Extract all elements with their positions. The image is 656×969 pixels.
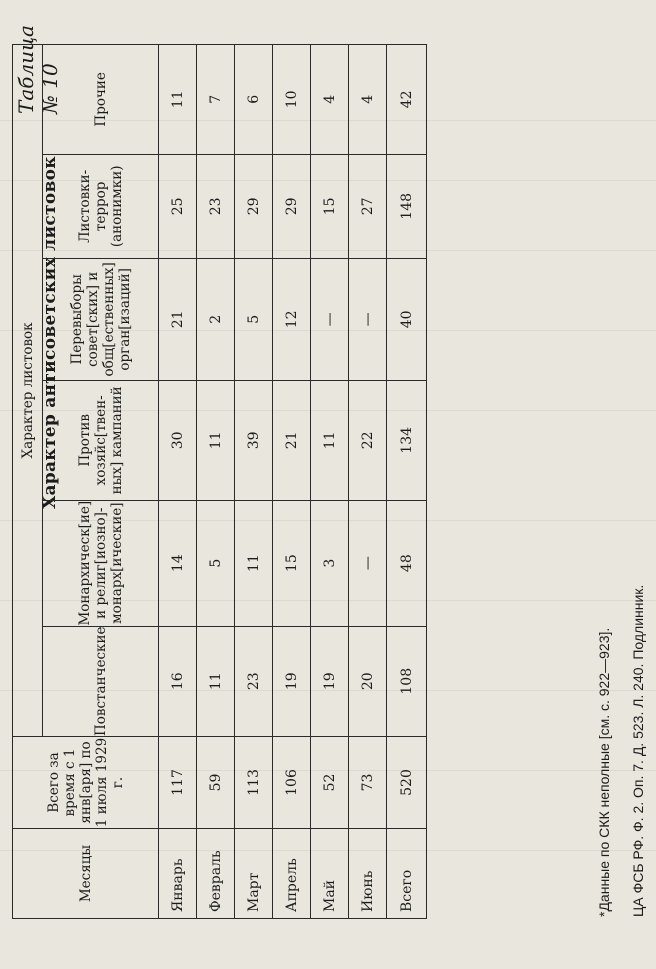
table-row [159,44,197,918]
table-row [311,44,349,918]
cell: 21 [273,380,311,500]
cell: 39 [235,380,273,500]
row-month: Февраль [197,829,235,919]
cell: 19 [311,626,349,736]
cell: 14 [159,500,197,626]
header-col-other: Прочие [43,44,159,154]
row-month: Январь [159,829,197,919]
row-total: 52 [311,737,349,829]
row-total: 106 [273,737,311,829]
cell: 15 [311,154,349,258]
cell: 5 [235,258,273,380]
leaflets-table [12,44,427,919]
cell: 30 [159,380,197,500]
cell: 4 [311,44,349,154]
header-col-monarchist: Монархическ[ие] и религ[иозно]-монарх[ические] [43,500,159,626]
row-month: Июнь [349,829,387,919]
cell: 16 [159,626,197,736]
cell: 22 [349,380,387,500]
cell: — [311,258,349,380]
cell: 148 [387,154,427,258]
source-citation: ЦА ФСБ РФ. Ф. 2. Оп. 7. Д. 523. Л. 240. Подлинник. [630,584,646,917]
cell: 11 [197,626,235,736]
row-month: Март [235,829,273,919]
cell: 27 [349,154,387,258]
cell: 4 [349,44,387,154]
table-label: Таблица № 10 [14,25,62,114]
table-row-total [387,44,427,918]
header-total: Всего за время с 1 янв[аря] по 1 июля 1929 г. [13,737,159,829]
header-col-campaigns: Против хозяйс[твен-ных] кампаний [43,380,159,500]
cell: 11 [159,44,197,154]
cell: 42 [387,44,427,154]
row-total: 73 [349,737,387,829]
table-caption: Характер антисоветских листовок [40,156,60,509]
row-total: 59 [197,737,235,829]
cell: 11 [235,500,273,626]
cell: 6 [235,44,273,154]
row-month: Апрель [273,829,311,919]
cell: 19 [273,626,311,736]
cell: 25 [159,154,197,258]
footnote: *Данные по СКК неполные [см. с. 922—923]. [596,627,612,917]
row-total: 117 [159,737,197,829]
cell: 5 [197,500,235,626]
cell: 2 [197,258,235,380]
cell: 21 [159,258,197,380]
cell: 15 [273,500,311,626]
row-month: Всего [387,829,427,919]
cell: 3 [311,500,349,626]
cell: 12 [273,258,311,380]
cell: 23 [197,154,235,258]
table-row [235,44,273,918]
cell: 20 [349,626,387,736]
header-col-terror: Листовки-террор (анонимки) [43,154,159,258]
cell: 40 [387,258,427,380]
row-total: 113 [235,737,273,829]
cell: — [349,258,387,380]
row-month: Май [311,829,349,919]
header-character: Характер листовок [13,44,43,736]
header-months: Месяцы [13,829,159,919]
cell: 29 [235,154,273,258]
cell: 29 [273,154,311,258]
table-row [349,44,387,918]
cell: 7 [197,44,235,154]
cell: 48 [387,500,427,626]
row-total: 520 [387,737,427,829]
cell: 11 [197,380,235,500]
cell: 23 [235,626,273,736]
table-row [197,44,235,918]
cell: 108 [387,626,427,736]
cell: 10 [273,44,311,154]
header-col-elections: Перевыборы совет[ских] и общ[ественных] орган[изаций] [43,258,159,380]
table-row [273,44,311,918]
cell: — [349,500,387,626]
cell: 134 [387,380,427,500]
cell: 11 [311,380,349,500]
header-col-insurgent: Повстанческие [43,626,159,736]
